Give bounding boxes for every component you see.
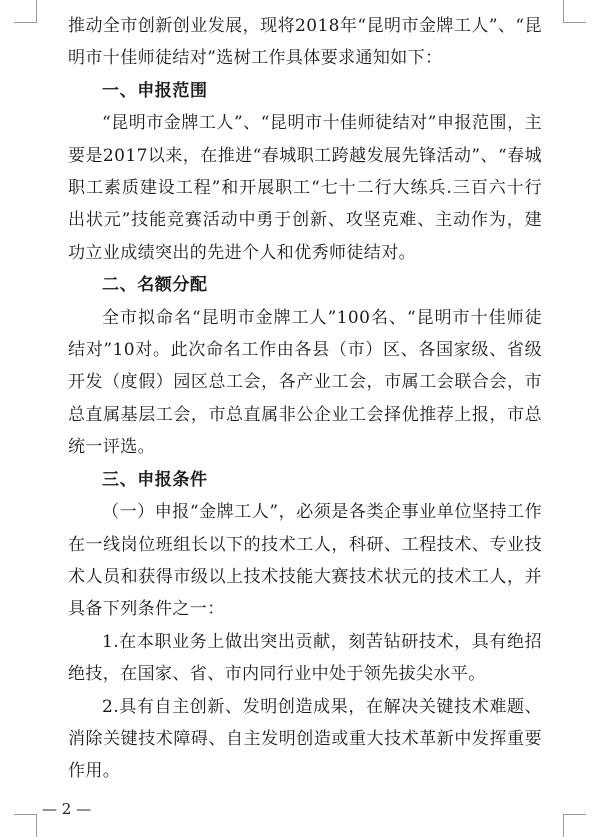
document-page [68,10,542,788]
conditions-paragraph: （一）申报“金牌工人”，必须是各类企事业单位坚持工作在一线岗位班组长以下的技术工人，科研、工程技术、专业技术人员和获得市级以上技术技能大赛技术状元的技术工人，并具备下列条件之一： [68,502,542,620]
condition-item-2: 2.具有自主创新、发明创造成果，在解决关键技术难题、消除关键技术障碍、自主发明创造或重大技术革新中发挥重要作用。 [68,696,542,782]
section-heading-scope: 一、申报范围 [102,80,208,101]
crop-mark-bottom-right [563,814,586,837]
section-heading-conditions: 三、申报条件 [102,469,208,490]
crop-mark-bottom-left [14,814,37,837]
condition-item-1: 1.在本职业务上做出突出贡献，刻苦钻研技术，具有绝招绝技，在国家、省、市内同行业中处于领先拔尖水平。 [68,631,542,685]
crop-mark-top-right [563,0,586,23]
section-heading-quota: 二、名额分配 [102,275,208,296]
page-number: — 2 — [42,800,92,818]
crop-mark-top-left [14,0,37,23]
intro-paragraph: 推动全市创新创业发展，现将2018年“昆明市金牌工人”、“昆明市十佳师徒结对”选树工作具体要求通知如下： [68,16,542,69]
scope-paragraph: “昆明市金牌工人”、“昆明市十佳师徒结对”申报范围，主要是2017以来，在推进“春城职工跨越发展先锋活动”、“春城职工素质建设工程”和开展职工“七十二行大练兵.三百六十行出状元”技能竞赛活动中勇于创新、攻坚克难、主动作为，建功立业成绩突出的先进个人和优秀师徒结对。 [68,113,542,263]
quota-paragraph: 全市拟命名“昆明市金牌工人”100名、“昆明市十佳师徒结对”10对。此次命名工作由各县（市）区、各国家级、省级开发（度假）园区总工会，各产业工会，市属工会联合会，市总直属基层工会，市总直属非公企业工会择优推荐上报，市总统一评选。 [68,307,542,458]
